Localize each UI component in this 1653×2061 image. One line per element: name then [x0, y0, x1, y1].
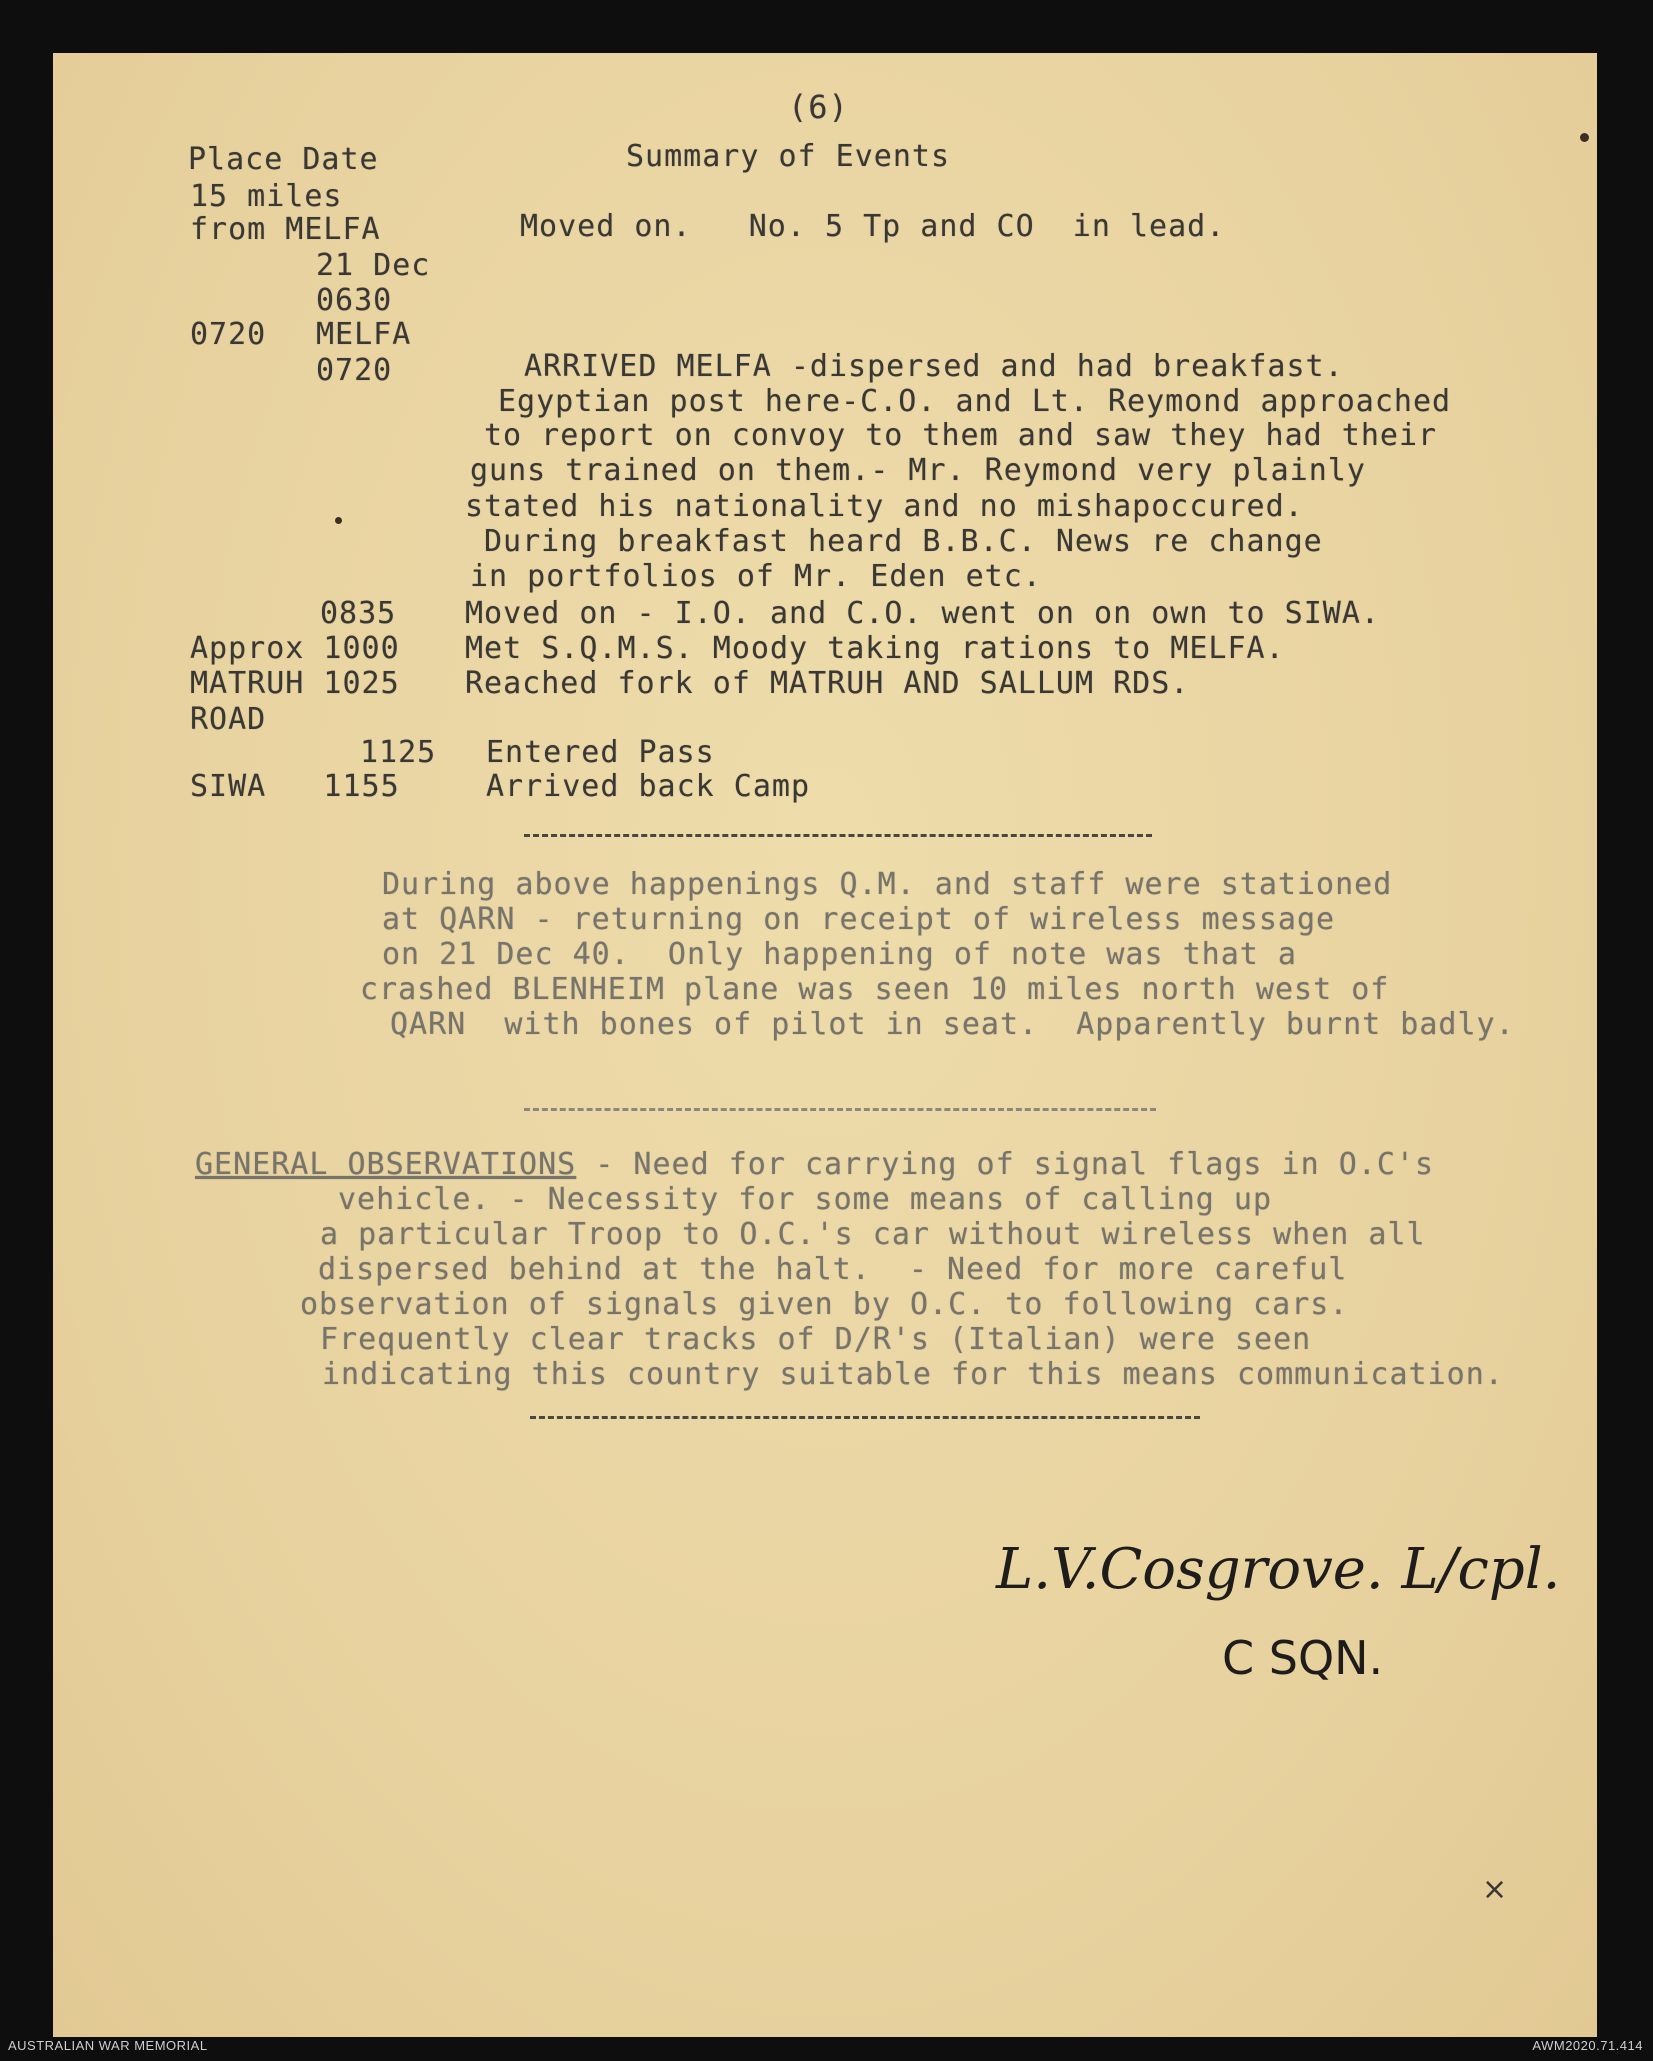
event-text: to report on convoy to them and saw they had their [484, 418, 1438, 453]
place-cell: SIWA 1155 [190, 769, 400, 804]
observation-line: a particular Troop to O.C.'s car without wireless when all [320, 1217, 1426, 1252]
page-number: (6) [788, 88, 849, 126]
date-cell: 21 Dec [316, 248, 431, 283]
event-text: in portfolios of Mr. Eden etc. [470, 559, 1042, 594]
event-text: ARRIVED MELFA -dispersed and had breakfast. [524, 349, 1344, 384]
event-text: stated his nationality and no mishapoccured. [465, 489, 1304, 524]
section-divider [524, 834, 1152, 837]
section-divider [530, 1416, 1200, 1419]
qm-note-line: crashed BLENHEIM plane was seen 10 miles north west of [360, 972, 1390, 1007]
footer-archive-name: AUSTRALIAN WAR MEMORIAL [8, 2038, 208, 2053]
event-text: Moved on - I.O. and C.O. went on on own to SIWA. [465, 596, 1380, 631]
time-cell: 1125 [360, 735, 437, 770]
event-text: Arrived back Camp [486, 769, 811, 804]
ink-dot [335, 517, 342, 524]
qm-note-line: at QARN - returning on receipt of wireless message [382, 902, 1336, 937]
column-header-summary: Summary of Events [626, 139, 951, 174]
place-cell: from MELFA [190, 212, 381, 247]
place-cell: 15 miles [190, 179, 343, 214]
qm-note-line: on 21 Dec 40. Only happening of note was that a [382, 937, 1297, 972]
observations-heading: GENERAL OBSERVATIONS [195, 1147, 577, 1182]
signature-name: L.V.Cosgrove. L/cpl. [996, 1537, 1561, 1602]
time-cell: 0630 [316, 283, 393, 318]
event-text: Entered Pass [486, 735, 715, 770]
event-text: During breakfast heard B.B.C. News re change [484, 524, 1323, 559]
event-text: Reached fork of MATRUH AND SALLUM RDS. [465, 666, 1190, 701]
qm-note-line: QARN with bones of pilot in seat. Apparently burnt badly. [390, 1007, 1515, 1042]
observations-first-line [195, 1148, 1434, 1182]
cross-mark: × [1482, 1872, 1508, 1907]
time-cell: 0720 [316, 353, 393, 388]
place-cell: ROAD [190, 702, 267, 737]
paper-blemish [1580, 133, 1589, 142]
signature-unit: C SQN. [1222, 1631, 1384, 1685]
place-cell-struck: 0720 [190, 317, 267, 352]
section-divider [524, 1108, 1156, 1111]
observation-line: vehicle. - Necessity for some means of calling up [338, 1182, 1273, 1217]
time-cell: 0835 [320, 596, 397, 631]
observation-line: observation of signals given by O.C. to following cars. [300, 1287, 1349, 1322]
observation-line: indicating this country suitable for this means communication. [322, 1357, 1504, 1392]
observation-line: Frequently clear tracks of D/R's (Italian) were seen [320, 1322, 1312, 1357]
footer-reference: AWM2020.71.414 [1532, 2038, 1643, 2053]
qm-note-line: During above happenings Q.M. and staff were stationed [382, 867, 1393, 902]
place-cell: MATRUH 1025 [190, 666, 400, 701]
place-cell: Approx 1000 [190, 631, 400, 666]
column-header-place-date: Place Date [188, 142, 379, 177]
event-text: Met S.Q.M.S. Moody taking rations to MELFA. [465, 631, 1285, 666]
observation-line: dispersed behind at the halt. - Need for more careful [318, 1252, 1348, 1287]
event-text: guns trained on them.- Mr. Reymond very plainly [470, 453, 1366, 488]
event-text: Egyptian post here-C.O. and Lt. Reymond approached [498, 384, 1452, 419]
observation-text: - Need for carrying of signal flags in O.C's [576, 1147, 1435, 1182]
place-cell: MELFA [316, 317, 412, 352]
event-text: Moved on. No. 5 Tp and CO in lead. [520, 209, 1226, 244]
